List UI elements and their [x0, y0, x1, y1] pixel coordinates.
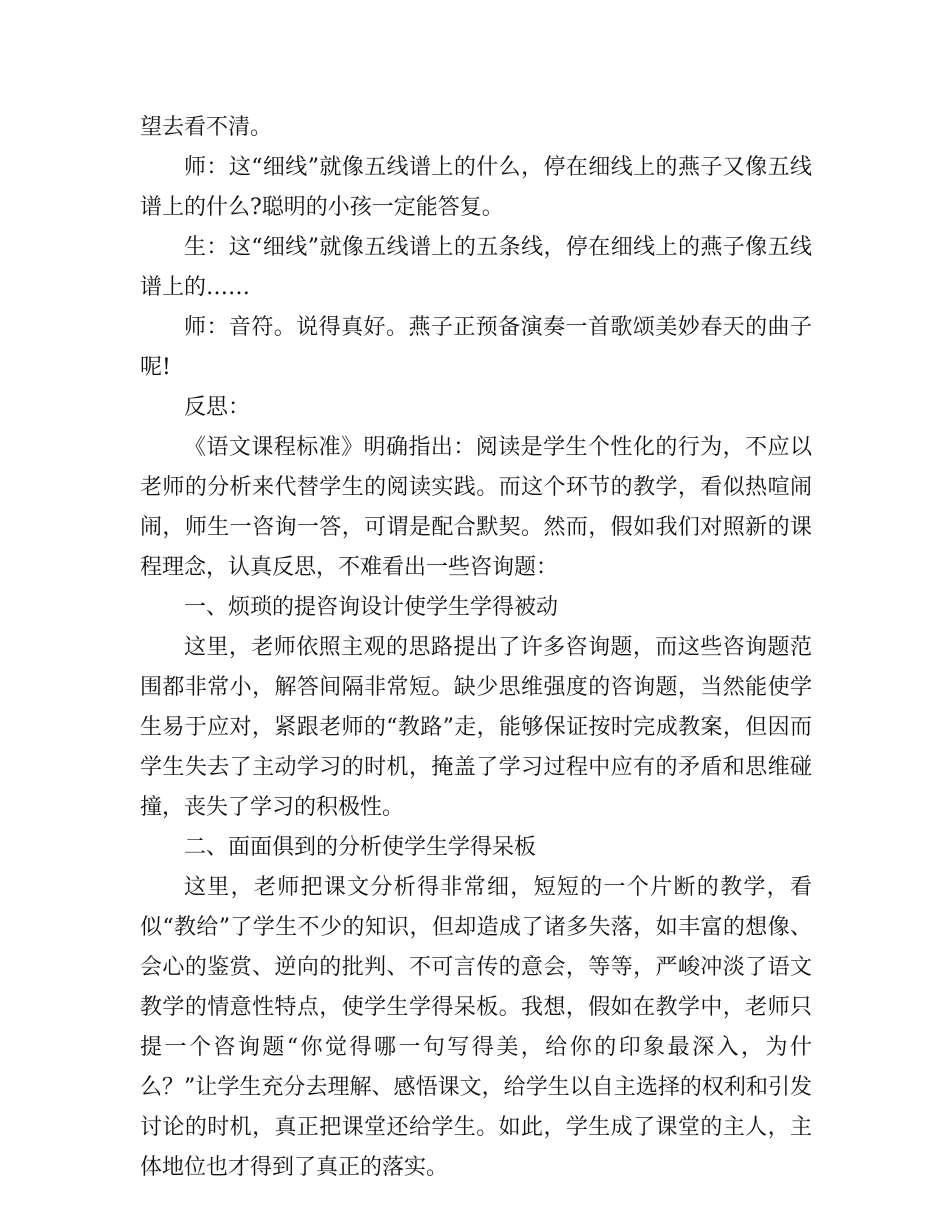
paragraph-teacher-question: 师：这“细线”就像五线谱上的什么，停在细线上的燕子又像五线谱上的什么?聪明的小孩一定能答复。 [140, 155, 812, 220]
paragraph-reflection-body: 《语文课程标准》明确指出：阅读是学生个性化的行为，不应以老师的分析来代替学生的阅读实践。而这个环节的教学，看似热喧闹闹，师生一咨询一答，可谓是配合默契。然而，假如我们对照新的课程理念，认真反思，不难看出一些咨询题： [140, 435, 812, 580]
paragraph-section-one: 这里，老师依照主观的思路提出了许多咨询题，而这些咨询题范围都非常小，解答间隔非常短。缺少思维强度的咨询题，当然能使学生易于应对，紧跟老师的“教路”走，能够保证按时完成教案，但因而学生失去了主动学习的时机，掩盖了学习过程中应有的矛盾和思维碰撞，丧失了学习的积极性。 [140, 635, 812, 820]
paragraph-reflection-heading: 反思： [184, 395, 251, 420]
paragraph-continuation: 望去看不清。 [140, 115, 273, 140]
section-heading-one: 一、烦琐的提咨询设计使学生学得被动 [184, 595, 559, 620]
document-page [140, 108, 812, 1188]
paragraph-teacher-reply: 师：音符。说得真好。燕子正预备演奏一首歌颂美妙春天的曲子呢! [140, 315, 812, 380]
section-heading-two: 二、面面俱到的分析使学生学得呆板 [184, 835, 537, 860]
paragraph-student-answer: 生：这“细线”就像五线谱上的五条线，停在细线上的燕子像五线谱上的…… [140, 235, 812, 300]
paragraph-section-two: 这里，老师把课文分析得非常细，短短的一个片断的教学，看似“教给”了学生不少的知识，但却造成了诸多失落，如丰富的想像、会心的鉴赏、逆向的批判、不可言传的意会，等等，严峻冲淡了语文教学的情意性特点，使学生学得呆板。我想，假如在教学中，老师只提一个咨询题“你觉得哪一句写得美，给你的印象最深入，为什么？”让学生充分去理解、感悟课文，给学生以自主选择的权利和引发讨论的时机，真正把课堂还给学生。如此，学生成了课堂的主人，主体地位也才得到了真正的落实。 [140, 875, 812, 1180]
